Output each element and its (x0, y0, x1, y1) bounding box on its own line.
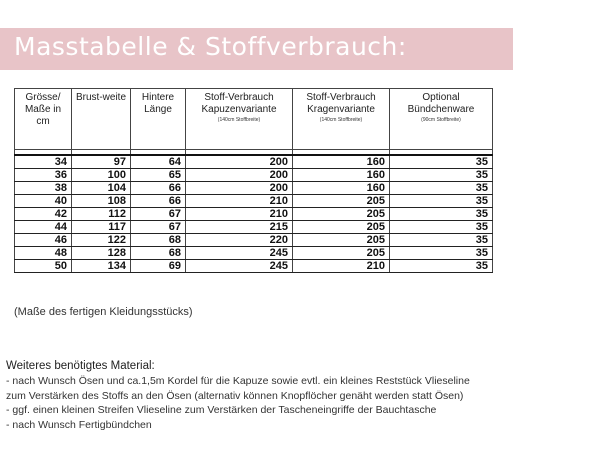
material-list (6, 374, 596, 432)
table-cell: 112 (72, 208, 131, 221)
table-cell: 205 (293, 247, 390, 260)
table-cell: 50 (15, 260, 72, 273)
table-cell: 245 (186, 247, 293, 260)
table-cell: 35 (390, 260, 493, 273)
table-cell: 122 (72, 234, 131, 247)
header-cuff-fabric: Optional Bündchenware (90cm Stoffbreite) (390, 89, 493, 150)
header-chest: Brust-weite (72, 89, 131, 150)
table-cell: 35 (390, 155, 493, 169)
size-table (14, 88, 493, 273)
table-cell: 205 (293, 208, 390, 221)
measurement-note: (Maße des fertigen Kleidungsstücks) (14, 306, 193, 318)
table-cell: 100 (72, 169, 131, 182)
table-cell: 200 (186, 169, 293, 182)
table-cell: 35 (390, 182, 493, 195)
table-cell: 205 (293, 195, 390, 208)
table-cell: 38 (15, 182, 72, 195)
header-cuff-fabric-sub: (90cm Stoffbreite) (421, 117, 461, 123)
table-cell: 35 (390, 247, 493, 260)
table-row (15, 234, 493, 247)
material-item: - nach Wunsch Ösen und ca.1,5m Kordel für die Kapuze sowie evtl. ein kleines Reststück Vlieseline (6, 375, 470, 387)
table-cell: 68 (131, 247, 186, 260)
table-header-row (15, 89, 493, 150)
table-cell: 44 (15, 221, 72, 234)
table-cell: 35 (390, 234, 493, 247)
table-cell: 108 (72, 195, 131, 208)
header-hood-fabric-sub: (140cm Stoffbreite) (217, 117, 261, 123)
header-collar-fabric: Stoff-Verbrauch Kragenvariante (140cm Stoffbreite) (293, 89, 390, 150)
table-cell: 69 (131, 260, 186, 273)
table-cell: 220 (186, 234, 293, 247)
table-cell: 68 (131, 234, 186, 247)
table-cell: 245 (186, 260, 293, 273)
material-item: - nach Wunsch Fertigbündchen (6, 418, 152, 431)
table-cell: 160 (293, 169, 390, 182)
table-row (15, 182, 493, 195)
header-back-length: Hintere Länge (131, 89, 186, 150)
table-cell: 65 (131, 169, 186, 182)
table-row (15, 260, 493, 273)
table-cell: 67 (131, 221, 186, 234)
table-cell: 104 (72, 182, 131, 195)
table-cell: 205 (293, 221, 390, 234)
table-cell: 34 (15, 155, 72, 169)
table-cell: 35 (390, 169, 493, 182)
table-row (15, 208, 493, 221)
title-banner (0, 28, 513, 70)
table-row (15, 247, 493, 260)
table-cell: 210 (186, 195, 293, 208)
table-row (15, 195, 493, 208)
table-cell: 200 (186, 155, 293, 169)
page-title: Masstabelle & Stoffverbrauch: (14, 32, 407, 61)
table-cell: 67 (131, 208, 186, 221)
table-cell: 210 (186, 208, 293, 221)
table-cell: 117 (72, 221, 131, 234)
table-cell: 48 (15, 247, 72, 260)
table-row (15, 169, 493, 182)
table-cell: 160 (293, 155, 390, 169)
material-item: zum Verstärken des Stoffs an den Ösen (alternativ können Knopflöcher genäht werden statt Ösen) (6, 389, 464, 402)
table-cell: 40 (15, 195, 72, 208)
table-cell: 66 (131, 182, 186, 195)
table-cell: 134 (72, 260, 131, 273)
table-cell: 160 (293, 182, 390, 195)
table-cell: 215 (186, 221, 293, 234)
material-item: - ggf. einen kleinen Streifen Vlieseline zum Verstärken der Tascheneingriffe der Bauchtasche (6, 404, 437, 416)
table-cell: 35 (390, 208, 493, 221)
table-cell: 210 (293, 260, 390, 273)
table-cell: 35 (390, 195, 493, 208)
table-cell: 36 (15, 169, 72, 182)
table-cell: 46 (15, 234, 72, 247)
table-cell: 35 (390, 221, 493, 234)
table-cell: 66 (131, 195, 186, 208)
header-hood-fabric: Stoff-Verbrauch Kapuzenvariante (140cm Stoffbreite) (186, 89, 293, 150)
material-heading: Weiteres benötigtes Material: (6, 360, 155, 372)
table-row (15, 221, 493, 234)
header-collar-fabric-sub: (140cm Stoffbreite) (319, 117, 363, 123)
table-cell: 42 (15, 208, 72, 221)
table-cell: 205 (293, 234, 390, 247)
table-cell: 97 (72, 155, 131, 169)
table-cell: 200 (186, 182, 293, 195)
table-cell: 128 (72, 247, 131, 260)
table-cell: 64 (131, 155, 186, 169)
header-size: Grösse/ Maße in cm (15, 89, 72, 150)
table-row (15, 155, 493, 169)
